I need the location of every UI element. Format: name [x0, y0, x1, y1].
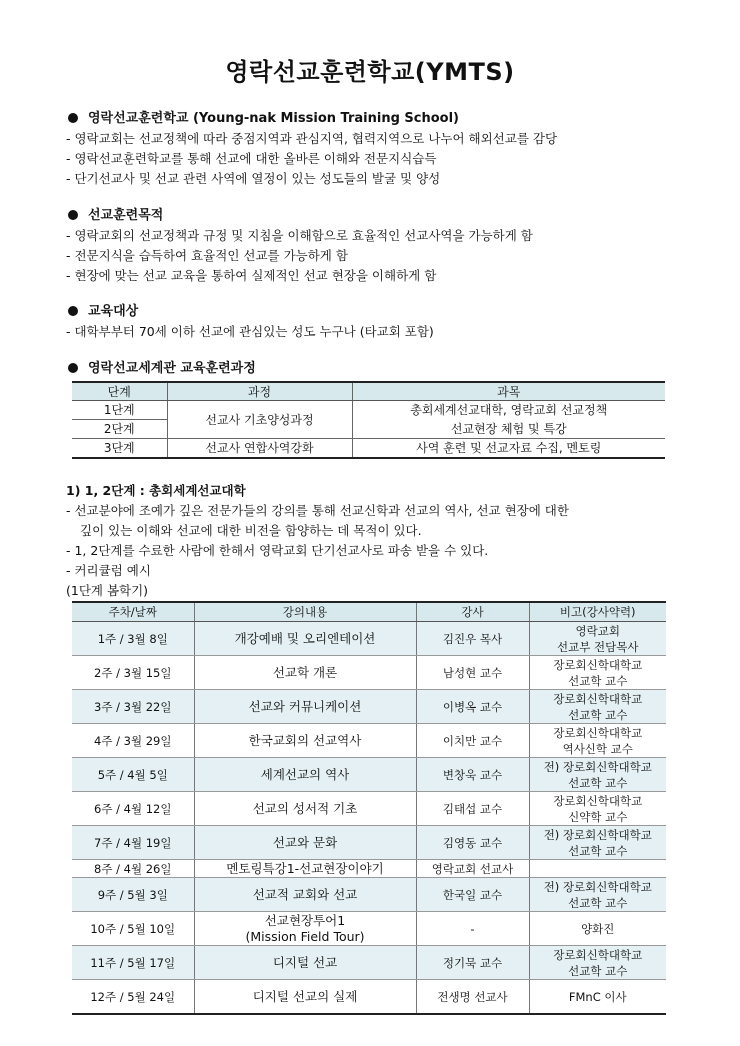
note-cell: [529, 656, 666, 690]
text-line: - 대학부부터 70세 이하 선교에 관심있는 성도 누구나 (타교회 포함): [66, 324, 434, 339]
lecturer-cell: 김영동 교수: [416, 826, 529, 860]
table-row: [72, 912, 666, 946]
section-heading: [66, 109, 686, 129]
lecturer-cell: 남성현 교수: [416, 656, 529, 690]
section-target: [66, 302, 686, 342]
stage-cell: 1단계: [72, 401, 167, 420]
lecturer-cell: 전생명 선교사: [416, 980, 529, 1015]
week-cell: 12주 / 5월 24일: [72, 980, 194, 1015]
note-cell: [529, 758, 666, 792]
note-cell: [529, 622, 666, 656]
table-row: [72, 878, 666, 912]
table-header: 주차/날짜: [72, 602, 194, 622]
heading-text: 영락선교세계관 교육훈련과정: [88, 361, 256, 376]
table-row: [72, 758, 666, 792]
section-heading: [66, 206, 686, 226]
table-header: 강사: [416, 602, 529, 622]
table-row: [72, 792, 666, 826]
table-row: [72, 690, 666, 724]
lecture-cell: 세계선교의 역사: [194, 758, 416, 792]
table-header: 비고(강사약력): [529, 602, 666, 622]
table-header: 강의내용: [194, 602, 416, 622]
lecturer-cell: 김진우 목사: [416, 622, 529, 656]
bullet-icon: [68, 210, 78, 220]
text-line: - 단기선교사 및 선교 관련 사역에 열정이 있는 성도들의 발굴 및 양성: [66, 171, 441, 186]
text-line: - 현장에 맞는 선교 교육을 통하여 실제적인 선교 현장을 이해하게 함: [66, 268, 437, 283]
lecture-line: (Mission Field Tour): [245, 928, 365, 944]
week-cell: 1주 / 3월 8일: [72, 622, 194, 656]
lecture-cell: 디지털 선교의 실제: [194, 980, 416, 1015]
lecture-cell: 선교학 개론: [194, 656, 416, 690]
course-table: [72, 381, 665, 459]
note-line: 전) 장로회신학대학교: [543, 879, 652, 894]
note-cell: [529, 724, 666, 758]
table-row: [72, 724, 666, 758]
lecture-cell: 개강예배 및 오리엔테이션: [194, 622, 416, 656]
text-line: - 선교분야에 조예가 깊은 전문가들의 강의를 통해 선교신학과 선교의 역사, 선교 현장에 대한: [66, 503, 569, 518]
note-cell: FMnC 이사: [529, 980, 666, 1015]
stage-cell: 2단계: [72, 420, 167, 439]
week-cell: 5주 / 4월 5일: [72, 758, 194, 792]
heading-text: 영락선교훈련학교 (Young-nak Mission Training School): [88, 111, 459, 126]
text-line: - 영락교회는 선교정책에 따라 중점지역과 관심지역, 협력지역으로 나누어 해외선교를 감당: [66, 131, 558, 146]
text-line: - 영락선교훈련학교를 통해 선교에 대한 올바른 이해와 전문지식습득: [66, 151, 437, 166]
stage-cell: 3단계: [72, 439, 167, 459]
note-line: 장로회신학대학교: [553, 725, 643, 740]
table-header: 과목: [352, 382, 665, 401]
table-header: 과정: [167, 382, 352, 401]
week-cell: 7주 / 4월 19일: [72, 826, 194, 860]
note-line: 선교학 교수: [568, 673, 628, 688]
table-row: [72, 656, 666, 690]
section-purpose: [66, 206, 686, 286]
note-cell: [529, 878, 666, 912]
week-cell: 11주 / 5월 17일: [72, 946, 194, 980]
table-header: 단계: [72, 382, 167, 401]
section-heading: [66, 302, 686, 322]
bullet-icon: [68, 306, 78, 316]
text-line: - 전문지식을 습득하여 효율적인 선교를 가능하게 함: [66, 248, 348, 263]
note-line: 전) 장로회신학대학교: [543, 759, 652, 774]
section-courses: [66, 359, 686, 379]
note-line: 선교학 교수: [568, 963, 628, 978]
text-line: - 1, 2단계를 수료한 사람에 한해서 영락교회 단기선교사로 파송 받을 수 있다.: [66, 543, 489, 558]
note-line: 역사신학 교수: [562, 741, 633, 756]
note-line: 신약학 교수: [568, 809, 628, 824]
note-line: 장로회신학대학교: [553, 657, 643, 672]
lecturer-cell: 변창욱 교수: [416, 758, 529, 792]
heading-text: 선교훈련목적: [88, 208, 164, 223]
heading-text: 교육대상: [88, 304, 139, 319]
note-line: 선교학 교수: [568, 707, 628, 722]
text-line: - 영락교회의 선교정책과 규정 및 지침을 이해함으로 효율적인 선교사역을 가능하게 함: [66, 228, 533, 243]
subject-cell: 사역 훈련 및 선교자료 수집, 멘토링: [352, 439, 665, 459]
section-about: [66, 109, 686, 189]
lecturer-cell: 이병옥 교수: [416, 690, 529, 724]
week-cell: 10주 / 5월 10일: [72, 912, 194, 946]
lecturer-cell: 이치만 교수: [416, 724, 529, 758]
table-row: [72, 980, 666, 1015]
lecturer-cell: 영락교회 선교사: [416, 860, 529, 878]
section-heading: [66, 359, 686, 379]
lecture-cell: 선교의 성서적 기초: [194, 792, 416, 826]
lecturer-cell: -: [416, 912, 529, 946]
note-cell: [529, 946, 666, 980]
table-row: [72, 826, 666, 860]
week-cell: 2주 / 3월 15일: [72, 656, 194, 690]
note-line: 장로회신학대학교: [553, 793, 643, 808]
lecturer-cell: 정기묵 교수: [416, 946, 529, 980]
course-cell: 선교사 연합사역강화: [167, 439, 352, 459]
course-cell: 선교사 기초양성과정: [167, 401, 352, 439]
lecturer-cell: 한국일 교수: [416, 878, 529, 912]
subject-cell: 선교현장 체험 및 특강: [450, 421, 567, 436]
table-row: [72, 860, 666, 878]
section-stage12: [66, 481, 706, 601]
section-heading: 1) 1, 2단계 : 총회세계선교대학: [66, 483, 246, 498]
lecture-cell: 디지털 선교: [194, 946, 416, 980]
bullet-icon: [68, 363, 78, 373]
lecturer-cell: 김태섭 교수: [416, 792, 529, 826]
note-cell: [529, 792, 666, 826]
lecture-line: 선교현장투어1: [264, 912, 346, 928]
note-cell: [529, 826, 666, 860]
lecture-cell: 한국교회의 선교역사: [194, 724, 416, 758]
note-line: 선교학 교수: [568, 775, 628, 790]
bullet-icon: [68, 113, 78, 123]
note-line: 선교부 전담목사: [557, 639, 639, 654]
week-cell: 6주 / 4월 12일: [72, 792, 194, 826]
note-line: 전) 장로회신학대학교: [543, 827, 652, 842]
lecture-cell: 멘토링특강1-선교현장이야기: [194, 860, 416, 878]
text-line: 깊이 있는 이해와 선교에 대한 비전을 함양하는 데 목적이 있다.: [80, 523, 422, 538]
week-cell: 9주 / 5월 3일: [72, 878, 194, 912]
note-cell: [529, 860, 666, 878]
note-line: 선교학 교수: [568, 895, 628, 910]
week-cell: 4주 / 3월 29일: [72, 724, 194, 758]
page-title: 영락선교훈련학교(YMTS): [225, 58, 515, 86]
week-cell: 3주 / 3월 22일: [72, 690, 194, 724]
note-cell: 양화진: [529, 912, 666, 946]
table-row: [72, 946, 666, 980]
text-line: - 커리큘럼 예시: [66, 563, 151, 578]
week-cell: 8주 / 4월 26일: [72, 860, 194, 878]
subject-cell: 총회세계선교대학, 영락교회 선교정책: [410, 403, 608, 418]
lecture-cell: [194, 912, 416, 946]
note-cell: [529, 690, 666, 724]
table-row: [72, 622, 666, 656]
curriculum-table: [72, 601, 666, 1015]
note-line: 장로회신학대학교: [553, 947, 643, 962]
note-line: 선교학 교수: [568, 843, 628, 858]
lecture-cell: 선교적 교회와 선교: [194, 878, 416, 912]
lecture-cell: 선교와 문화: [194, 826, 416, 860]
lecture-cell: 선교와 커뮤니케이션: [194, 690, 416, 724]
text-line: (1단계 봄학기): [66, 583, 149, 598]
note-line: 영락교회: [575, 623, 620, 638]
note-line: 장로회신학대학교: [553, 691, 643, 706]
